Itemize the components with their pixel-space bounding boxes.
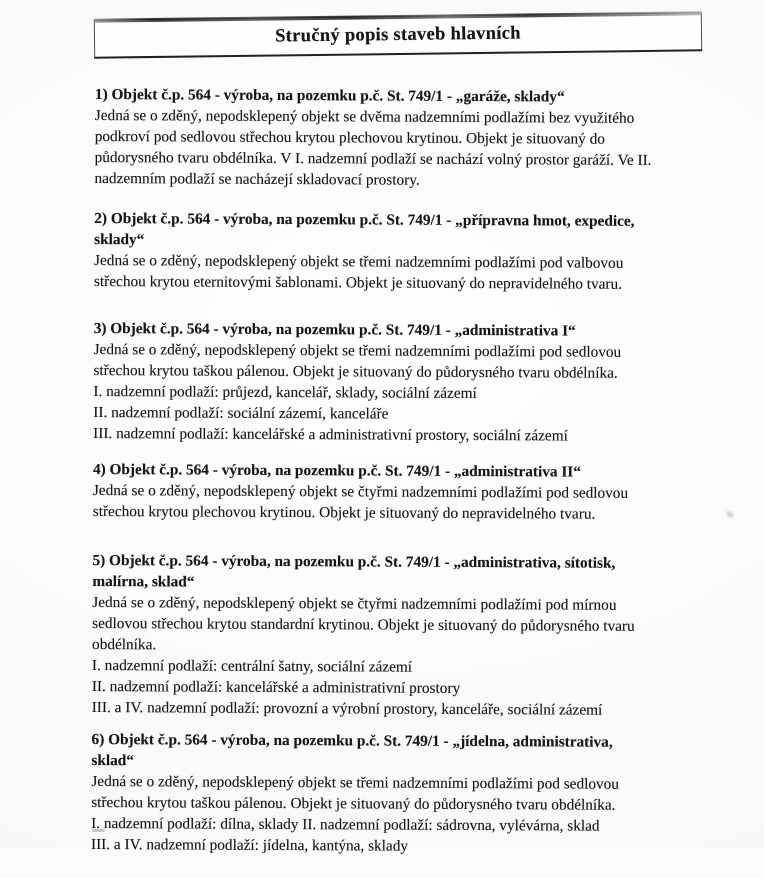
page-title: Stručný popis staveb hlavních xyxy=(275,23,521,47)
section-body-line: Jedná se o zděný, nepodsklepený objekt se čtyřmi nadzemními podlažími pod mírnou xyxy=(92,593,617,614)
section-body-line: střechou krytou plechovou krytinou. Objekt je situovaný do nepravidelného tvaru. xyxy=(92,502,596,523)
scan-mark-artifact xyxy=(92,829,105,832)
section-heading-line: 6) Objekt č.p. 564 - výroba, na pozemku p.č. St. 749/1 - „jídelna, administrativa, xyxy=(91,730,613,751)
section-body-line: Jedná se o zděný, nepodsklepený objekt se čtyřmi nadzemními podlažími pod sedlovou xyxy=(92,481,629,502)
section-body-line: II. nadzemní podlaží: sociální zázemí, kanceláře xyxy=(93,403,389,423)
section-heading-line: 4) Objekt č.p. 564 - výroba, na pozemku p.č. St. 749/1 - „administrativa II“ xyxy=(92,460,581,481)
section-body-line: střechou krytou eternitovými šablonami. Objekt je situovaný do nepravidelného tvaru. xyxy=(93,272,623,293)
section-body-line: Jedná se o zděný, nepodsklepený objekt se třemi nadzemními podlažími pod valbovou xyxy=(94,251,624,272)
document-title-box xyxy=(94,12,702,58)
document-section xyxy=(93,318,722,447)
section-body-line: půdorysného tvaru obdélníka. V I. nadzemní podlaží se nachází volný prostor garáží. Ve II. xyxy=(94,148,652,169)
document-section xyxy=(91,729,720,858)
section-body-line: střechou krytou taškou pálenou. Objekt je situovaný do půdorysného tvaru obdélníka. xyxy=(91,793,616,814)
section-body-line: III. a IV. nadzemní podlaží: provozní a výrobní prostory, kanceláře, sociální zázemí xyxy=(91,698,603,719)
scan-smudge-artifact xyxy=(723,507,738,521)
section-body-line: obdélníka. xyxy=(92,635,157,654)
section-body-line: I. nadzemní podlaží: průjezd, kancelář, sklady, sociální zázemí xyxy=(93,382,477,403)
section-heading-line: malírna, sklad“ xyxy=(92,572,195,591)
section-heading-line: 5) Objekt č.p. 564 - výroba, na pozemku p.č. St. 749/1 - „administrativa, sítotisk, xyxy=(92,551,616,572)
section-body-line: nadzemním podlaží se nacházejí skladovací prostory. xyxy=(94,169,420,189)
document-section xyxy=(93,459,721,525)
section-heading-line: sklad“ xyxy=(91,751,135,770)
document-section xyxy=(92,550,721,721)
document-body xyxy=(91,84,723,878)
section-heading-line: 3) Objekt č.p. 564 - výroba, na pozemku p.č. St. 749/1 - „administrativa I“ xyxy=(93,319,576,340)
section-body-line: III. a IV. nadzemní podlaží: jídelna, kantýna, sklady xyxy=(90,835,409,855)
section-body-line: Jedná se o zděný, nepodsklepený objekt se dvěma nadzemními podlažími bez využitého xyxy=(94,106,635,127)
section-body-line: Jedná se o zděný, nepodsklepený objekt se třemi nadzemními podlažími pod sedlovou xyxy=(91,772,620,793)
section-body-line: II. nadzemní podlaží: kancelářské a administrativní prostory xyxy=(91,677,461,697)
section-body-line: I. nadzemní podlaží: dílna, sklady II. nadzemní podlaží: sádrovna, vylévárna, sklad xyxy=(91,814,600,835)
section-heading-line: sklady“ xyxy=(94,230,145,249)
section-heading-line: 2) Objekt č.p. 564 - výroba, na pozemku p.č. St. 749/1 - „přípravna hmot, expedice, xyxy=(94,209,635,230)
document-section xyxy=(94,84,723,192)
section-body-line: podkroví pod sedlovou střechou krytou plechovou krytinou. Objekt je situovaný do xyxy=(94,127,606,148)
document-section xyxy=(94,208,722,295)
section-body-line: Jedná se o zděný, nepodsklepený objekt se třemi nadzemními podlažími pod sedlovou xyxy=(93,340,622,361)
section-body-line: III. nadzemní podlaží: kancelářské a administrativní prostory, sociální zázemí xyxy=(93,424,568,445)
section-body-line: střechou krytou taškou pálenou. Objekt je situovaný do půdorysného tvaru obdélníka. xyxy=(93,361,618,382)
section-body-line: sedlovou střechou krytou standardní krytinou. Objekt je situovaný do půdorysného tvaru xyxy=(92,614,635,635)
section-body-line: I. nadzemní podlaží: centrální šatny, sociální zázemí xyxy=(91,656,413,676)
section-heading-line: 1) Objekt č.p. 564 - výroba, na pozemku p.č. St. 749/1 - „garáže, sklady“ xyxy=(94,85,565,106)
